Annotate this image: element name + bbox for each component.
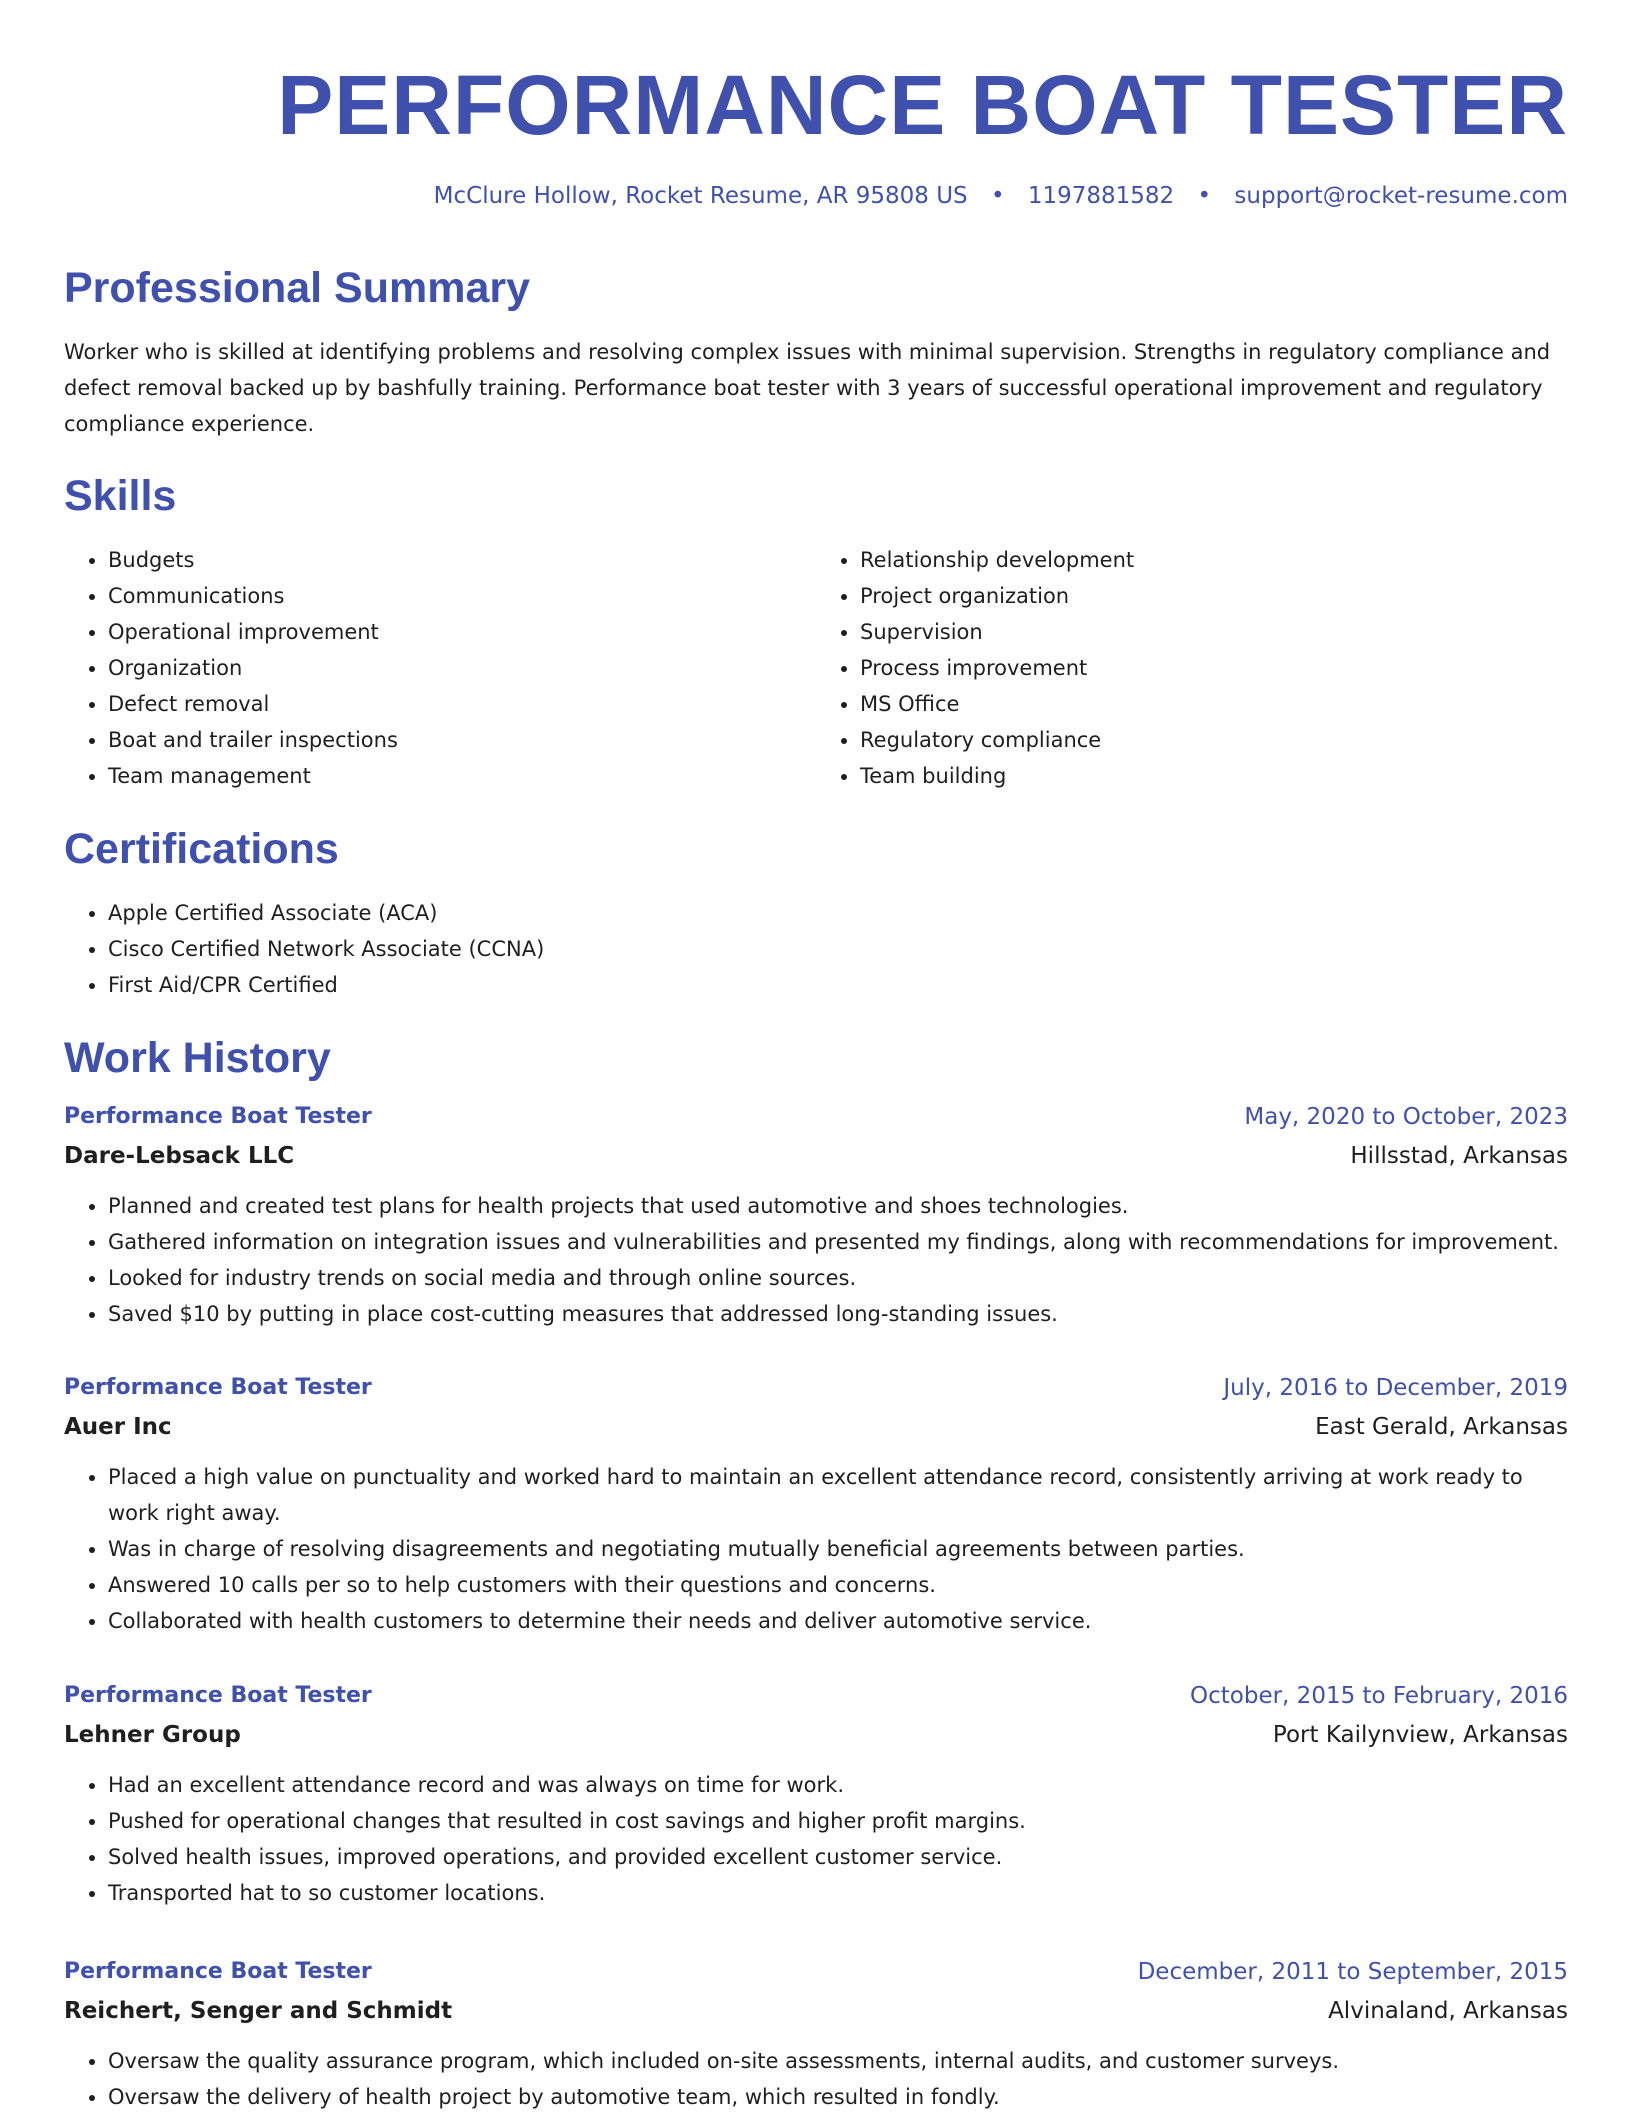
job-entry [64,1369,1568,1639]
job-title: Performance Boat Tester [64,1959,372,1984]
skill-item: • MS Office [860,686,1568,722]
job-company-row [64,1715,1568,1755]
job-bullets [64,2043,1568,2115]
skill-item: • Boat and trailer inspections [108,722,816,758]
job-location: East Gerald, Arkansas [1315,1414,1568,1440]
job-bullet: • Transported hat to so customer locations. [108,1875,1568,1911]
skill-item: • Communications [108,578,816,614]
certifications-section [64,895,1568,1003]
job-bullet: • Oversaw the delivery of health project by automotive team, which resulted in fondly. [108,2079,1568,2115]
job-bullet: • Was in charge of resolving disagreements and negotiating mutually beneficial agreements between parties. [108,1531,1568,1567]
contact-separator: • [1197,183,1212,209]
job-dates: July, 2016 to December, 2019 [1223,1375,1568,1401]
job-bullet: • Gathered information on integration issues and vulnerabilities and presented my findings, along with recommendations for improvement. [108,1224,1568,1260]
job-company: Reichert, Senger and Schmidt [64,1998,453,2024]
job-bullet: • Answered 10 calls per so to help customers with their questions and concerns. [108,1567,1568,1603]
job-location: Alvinaland, Arkansas [1328,1998,1568,2024]
contact-email[interactable]: support@rocket-resume.com [1234,183,1568,209]
skill-item: • Budgets [108,542,816,578]
job-dates: May, 2020 to October, 2023 [1244,1104,1568,1130]
job-bullets [64,1459,1568,1639]
certifications-heading: Certifications [64,825,339,873]
job-bullet: • Had an excellent attendance record and was always on time for work. [108,1767,1568,1803]
contact-separator: • [990,183,1005,209]
resume-page [64,0,1568,2109]
skill-item: • Team management [108,758,816,794]
contact-phone: 1197881582 [1027,183,1175,209]
job-company: Auer Inc [64,1414,172,1440]
job-bullet: • Looked for industry trends on social media and through online sources. [108,1260,1568,1296]
resume-name: PERFORMANCE BOAT TESTER [277,58,1568,152]
work-history-heading: Work History [64,1034,331,1082]
skills-list-left [64,542,816,794]
skill-item: • Process improvement [860,650,1568,686]
job-title: Performance Boat Tester [64,1683,372,1708]
job-header-row [64,1677,1568,1715]
job-bullets [64,1188,1568,1332]
job-bullet: • Oversaw the quality assurance program, which included on-site assessments, internal audits, and customer surveys. [108,2043,1568,2079]
skills-heading: Skills [64,472,177,520]
job-company-row [64,1407,1568,1447]
job-location: Port Kailynview, Arkansas [1272,1722,1568,1748]
skill-item: • Operational improvement [108,614,816,650]
skill-item: • Regulatory compliance [860,722,1568,758]
certification-item: • Apple Certified Associate (ACA) [108,895,1568,931]
job-bullet: • Placed a high value on punctuality and worked hard to maintain an excellent attendance record, consistently arriving at work ready to work right away. [108,1459,1568,1531]
skill-item: • Supervision [860,614,1568,650]
job-bullet: • Saved $10 by putting in place cost-cutting measures that addressed long-standing issues. [108,1296,1568,1332]
job-bullets [64,1767,1568,1911]
job-entry [64,1098,1568,1332]
job-entry [64,1677,1568,1911]
job-bullet: • Collaborated with health customers to determine their needs and deliver automotive service. [108,1603,1568,1639]
contact-address: McClure Hollow, Rocket Resume, AR 95808 US [433,183,968,209]
job-dates: December, 2011 to September, 2015 [1137,1959,1568,1985]
job-header-row [64,1098,1568,1136]
job-company-row [64,1991,1568,2031]
certification-item: • First Aid/CPR Certified [108,967,1568,1003]
contact-line [64,181,1568,211]
job-bullet: • Solved health issues, improved operations, and provided excellent customer service. [108,1839,1568,1875]
skill-item: • Defect removal [108,686,816,722]
job-header-row [64,1953,1568,1991]
skill-item: • Organization [108,650,816,686]
job-bullet: • Pushed for operational changes that resulted in cost savings and higher profit margins. [108,1803,1568,1839]
job-header-row [64,1369,1568,1407]
certifications-list [64,895,1568,1003]
skills-list-right [816,542,1568,794]
job-entry [64,1953,1568,2115]
job-location: Hillsstad, Arkansas [1350,1143,1568,1169]
certification-item: • Cisco Certified Network Associate (CCNA) [108,931,1568,967]
job-title: Performance Boat Tester [64,1375,372,1400]
job-dates: October, 2015 to February, 2016 [1190,1683,1568,1709]
summary-text: Worker who is skilled at identifying problems and resolving complex issues with minimal supervision. Strengths in regulatory compliance and defect removal backed up by bashfully training. Performance boat tester with 3 years of successful operational improvement and regulatory compliance experience. [64,340,1551,436]
job-company: Lehner Group [64,1722,241,1748]
job-company: Dare-Lebsack LLC [64,1143,295,1169]
skill-item: • Project organization [860,578,1568,614]
job-title: Performance Boat Tester [64,1104,372,1129]
job-company-row [64,1136,1568,1176]
skill-item: • Team building [860,758,1568,794]
summary-heading: Professional Summary [64,264,531,312]
skill-item: • Relationship development [860,542,1568,578]
job-bullet: • Planned and created test plans for health projects that used automotive and shoes technologies. [108,1188,1568,1224]
skills-columns [64,542,1568,794]
